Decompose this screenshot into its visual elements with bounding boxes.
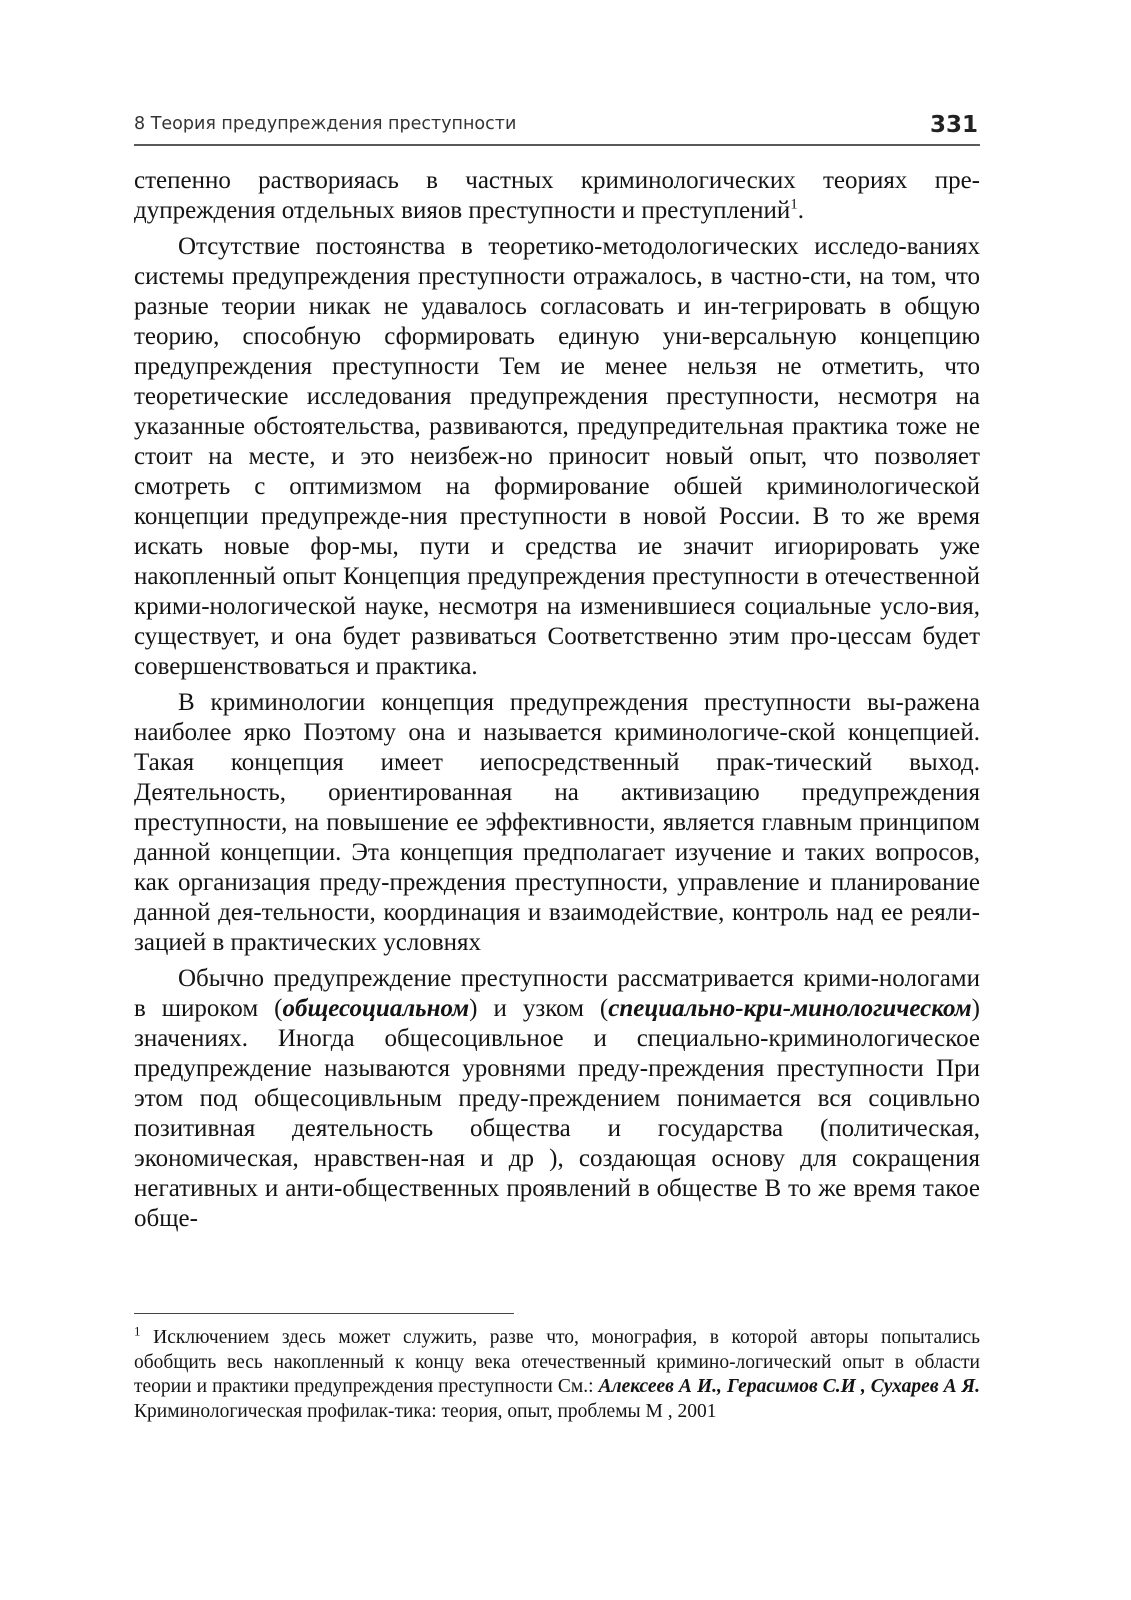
term-general-social: общесоциальном: [282, 995, 470, 1022]
paragraph-4-before: Обычно предупреждение преступности рассматривается крими-нологами в широком (: [134, 965, 980, 1022]
page-number: 331: [929, 112, 978, 138]
paragraph-4-middle: ) и узком (: [469, 995, 609, 1022]
footnote-mark: 1: [134, 1323, 141, 1339]
footnote-divider: [134, 1313, 514, 1314]
book-page: [134, 110, 980, 1510]
paragraph-1-text: степенно растворияась в частных криминологических теориях пре-дупреждения отдельных вияов преступности и преступлений: [134, 167, 980, 224]
footnote-authors: Алексеев А И., Герасимов С.И , Сухарев А Я.: [598, 1376, 980, 1397]
paragraph-3: В криминологии концепция предупреждения преступности вы-ражена наиболее ярко Поэтому она и называется криминологиче-ской концепцией. Такая концепция имеет иепосредственный прак-тический выход. Деятельность, ориентированная на активизацию предупреждения преступности, на повышение ее эффективности, является главным принципом данной концепции. Эта концепция предполагает изучение и таких вопросов, как организация преду-преждения преступности, управление и планирование данной дея-тельности, координация и взаимодействие, контроль над ее реяли-зацией в практических условнях: [134, 689, 980, 956]
main-text: [134, 166, 980, 1240]
paragraph-4-after: ) значениях. Иногда общесоцивльное и специально-криминологическое предупреждение называются уровнями преду-преждения преступности При этом под общесоцивльным преду-преждением понимается вся социвльно позитивная деятельность общества и государства (политическая, экономическая, нравствен-ная и др ), создающая основу для сокращения негативных и анти-общественных проявлений в обществе В то же время такое обще-: [134, 995, 980, 1232]
paragraph-2: Отсутствие постоянства в теоретико-методологических исследо-ваниях системы предупреждения преступности отражалось, в частно-сти, на том, что разные теории никак не удавалось согласовать и ин-тегрировать в общую теорию, способную сформировать единую уни-версальную концепцию предупреждения преступности Тем ие менее нельзя не отметить, что теоретические исследования предупреждения преступности, несмотря на указанные обстоятельства, развиваются, предупредительная практика тоже не стоит на месте, и это неизбеж-но приносит новый опыт, что позволяет смотреть с оптимизмом на формирование обшей криминологической концепции предупрежде-ния преступности в новой России. В то же время искать новые фор-мы, пути и средства ие значит игиорировать уже накопленный опыт Концепция предупреждения преступности в отечественной крими-нологической науке, несмотря на изменившиеся социальные усло-вия, существует, и она будет развиваться Соответственно этим про-цессам будет совершенствоваться и практика.: [134, 233, 980, 680]
paragraph-4: [134, 964, 980, 1234]
footnote-reference: 1: [790, 196, 798, 213]
term-special-criminological: специально-кри-минологическом: [608, 995, 972, 1022]
footnote-text: Исключением здесь может служить, разве что, монография, в которой авторы попытались обобщить весь накопленный к концу века отечественный кримино-логический опыт в области теории и практики предупреждения преступности См.:: [134, 1327, 980, 1397]
running-title: 8 Теория предупреждения преступности: [134, 114, 517, 134]
running-header: [134, 110, 980, 146]
footnote-rest: Криминологическая профилак-тика: теория, опыт, проблемы М , 2001: [134, 1400, 717, 1422]
footnote: [134, 1323, 980, 1424]
paragraph-1: [134, 166, 980, 226]
paragraph-1-tail: .: [797, 197, 804, 224]
